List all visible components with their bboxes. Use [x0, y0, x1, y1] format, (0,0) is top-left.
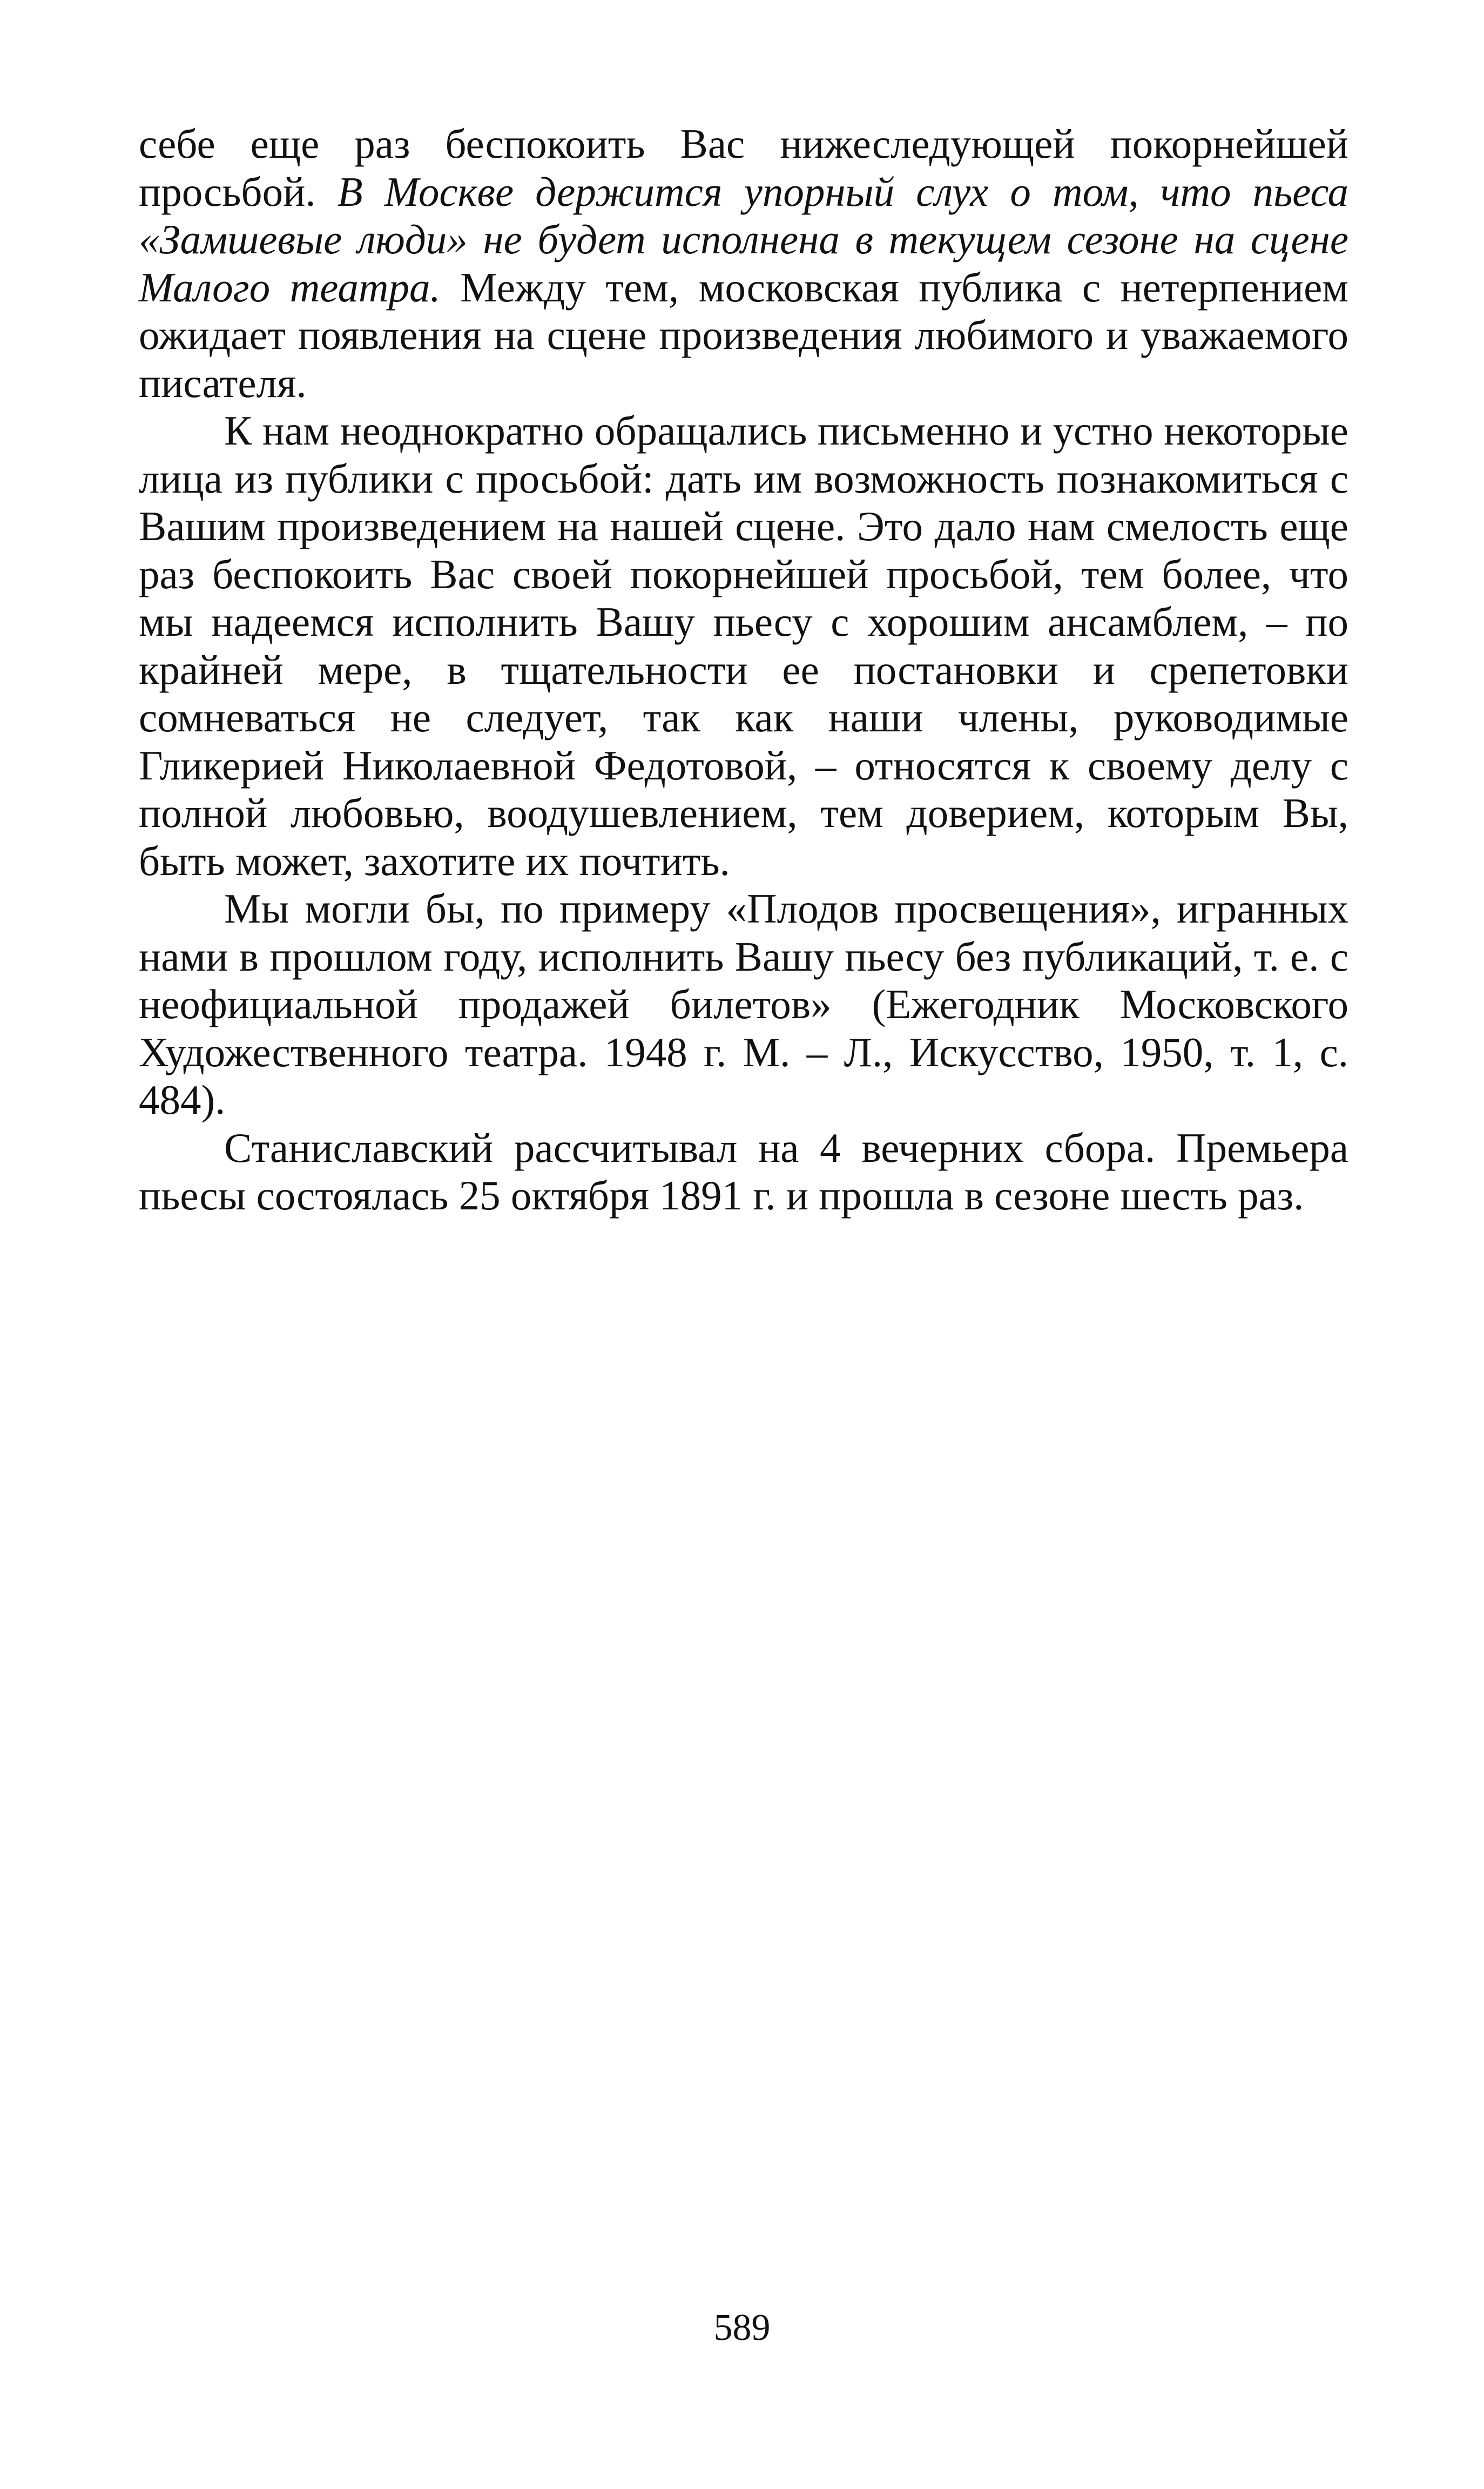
body-text: [139, 120, 1348, 1220]
paragraph-1-italic-quote: В Москве держится упорный слух о том, что пьеса «Замшевые люди» не будет исполнена в текущем сезоне на сцене Малого театра.: [139, 168, 1348, 311]
paragraph-1-text-end: Между тем, московская публика с нетерпением ожидает появления на сцене произведения любимого и уважаемого писателя.: [139, 264, 1348, 406]
paragraph-1-text-start: себе еще раз беспокоить Вас нижеследующей покорнейшей просьбой.: [139, 120, 1348, 215]
paragraph-4: Станиславский рассчитывал на 4 вечерних сбора. Премьера пьесы состоялась 25 октября 1891 г. и прошла в сезоне шесть раз.: [139, 1124, 1348, 1219]
page-number: 589: [713, 2307, 771, 2349]
paragraph-1: [139, 120, 1348, 407]
paragraph-2: К нам неоднократно обращались письменно и устно некоторые лица из публики с просьбой: дать им возможность познакомиться с Вашим произведением на нашей сцене. Это дало нам смелость еще раз беспокоить Вас своей покорнейшей просьбой, тем более, что мы надеемся исполнить Вашу пьесу с хорошим ансамблем, – по крайней мере, в тщательности ее постановки и срепетовки сомневаться не следует, так как наши члены, руководимые Гликерией Николаевной Федотовой, – относятся к своему делу с полной любовью, воодушевлением, тем доверием, которым Вы, быть может, захотите их почтить.: [139, 407, 1348, 884]
paragraph-3: Мы могли бы, по примеру «Плодов просвещения», игранных нами в прошлом году, исполнить Вашу пьесу без публикаций, т. е. с неофициальной продажей билетов» (Ежегодник Московского Художественного театра. 1948 г. М. – Л., Искусство, 1950, т. 1, с. 484).: [139, 885, 1348, 1123]
